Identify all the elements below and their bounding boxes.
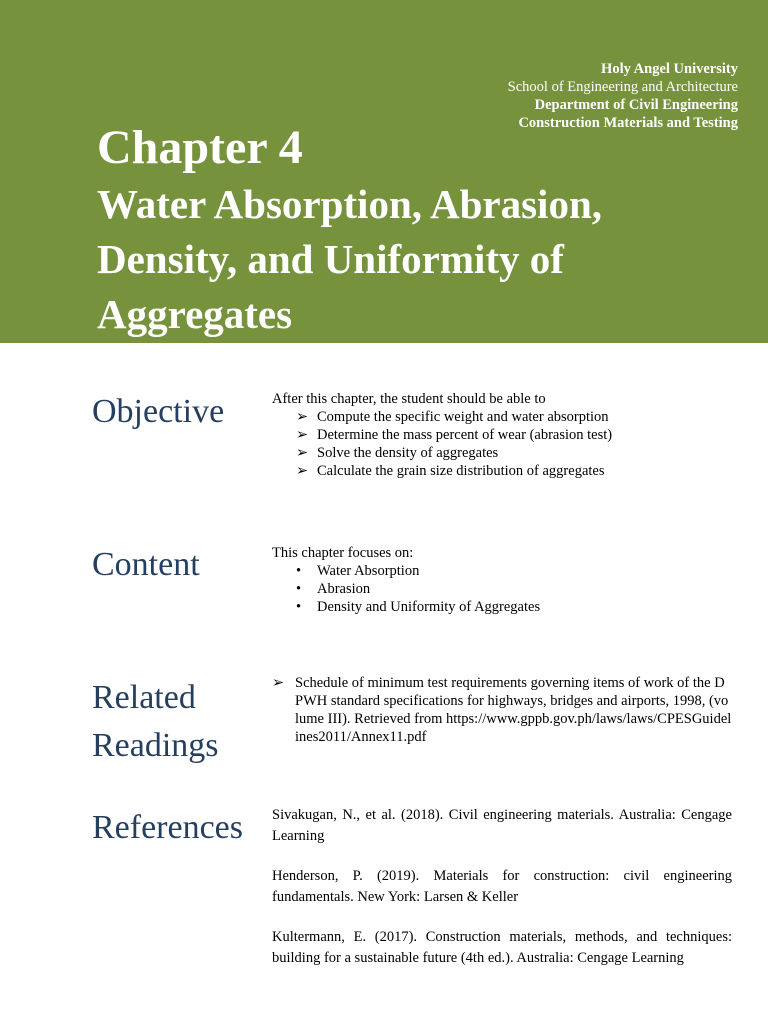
reference-entry: Henderson, P. (2019). Materials for construction: civil engineering fundamentals. New York: Larsen & Keller — [272, 868, 732, 905]
reference-entry: Kultermann, E. (2017). Construction materials, methods, and techniques: building for a sustainable future (4th ed.). Australia: Cengage Learning — [272, 929, 732, 966]
arrow-bullet-icon: ➢ — [296, 409, 309, 425]
chapter-title: Water Absorption, Abrasion, Density, and Uniformity of Aggregates — [97, 181, 602, 337]
list-item: ➢ Solve the density of aggregates — [296, 445, 499, 461]
list-item: ➢ Schedule of minimum test requirements governing items of work of the DPWH standard specifications for highways, bridges and airports, 1998, (volume III). Retrieved from https://www.gppb.gov.ph/laws/laws/CPESGuidelines2011/Annex11.pdf — [272, 675, 732, 745]
list-item: • Water Absorption — [296, 563, 420, 579]
list-item: • Density and Uniformity of Aggregates — [296, 599, 541, 615]
objective-list — [272, 408, 732, 480]
list-item: • Abrasion — [296, 581, 371, 597]
objective-intro: After this chapter, the student should be able to — [272, 391, 546, 407]
references-section — [272, 805, 732, 988]
university-name: Holy Angel University — [601, 61, 738, 77]
related-readings-section — [272, 674, 732, 746]
arrow-bullet-icon: ➢ — [296, 463, 309, 479]
chapter-number: Chapter 4 — [97, 121, 303, 174]
related-readings-list — [272, 674, 732, 746]
institution-block — [508, 60, 738, 132]
arrow-bullet-icon: ➢ — [296, 445, 309, 461]
objective-heading: Objective — [92, 393, 225, 430]
department-name: Department of Civil Engineering — [534, 97, 738, 113]
bullet-dot-icon: • — [296, 599, 302, 615]
list-item: ➢ Calculate the grain size distribution of aggregates — [296, 463, 605, 479]
content-intro: This chapter focuses on: — [272, 545, 414, 561]
arrow-bullet-icon: ➢ — [272, 675, 285, 691]
objective-section — [272, 390, 732, 480]
content-list — [272, 562, 732, 616]
reference-entry: Sivakugan, N., et al. (2018). Civil engineering materials. Australia: Cengage Learning — [272, 807, 732, 844]
list-item: ➢ Compute the specific weight and water absorption — [296, 409, 609, 425]
course-name: Construction Materials and Testing — [518, 115, 738, 131]
bullet-dot-icon: • — [296, 563, 302, 579]
content-heading: Content — [92, 546, 200, 583]
chapter-banner — [0, 0, 768, 343]
related-readings-heading: Related Readings — [92, 679, 219, 764]
bullet-dot-icon: • — [296, 581, 302, 597]
arrow-bullet-icon: ➢ — [296, 427, 309, 443]
content-section — [272, 544, 732, 616]
list-item: ➢ Determine the mass percent of wear (abrasion test) — [296, 427, 613, 443]
references-heading: References — [92, 809, 244, 846]
school-name: School of Engineering and Architecture — [507, 79, 738, 95]
